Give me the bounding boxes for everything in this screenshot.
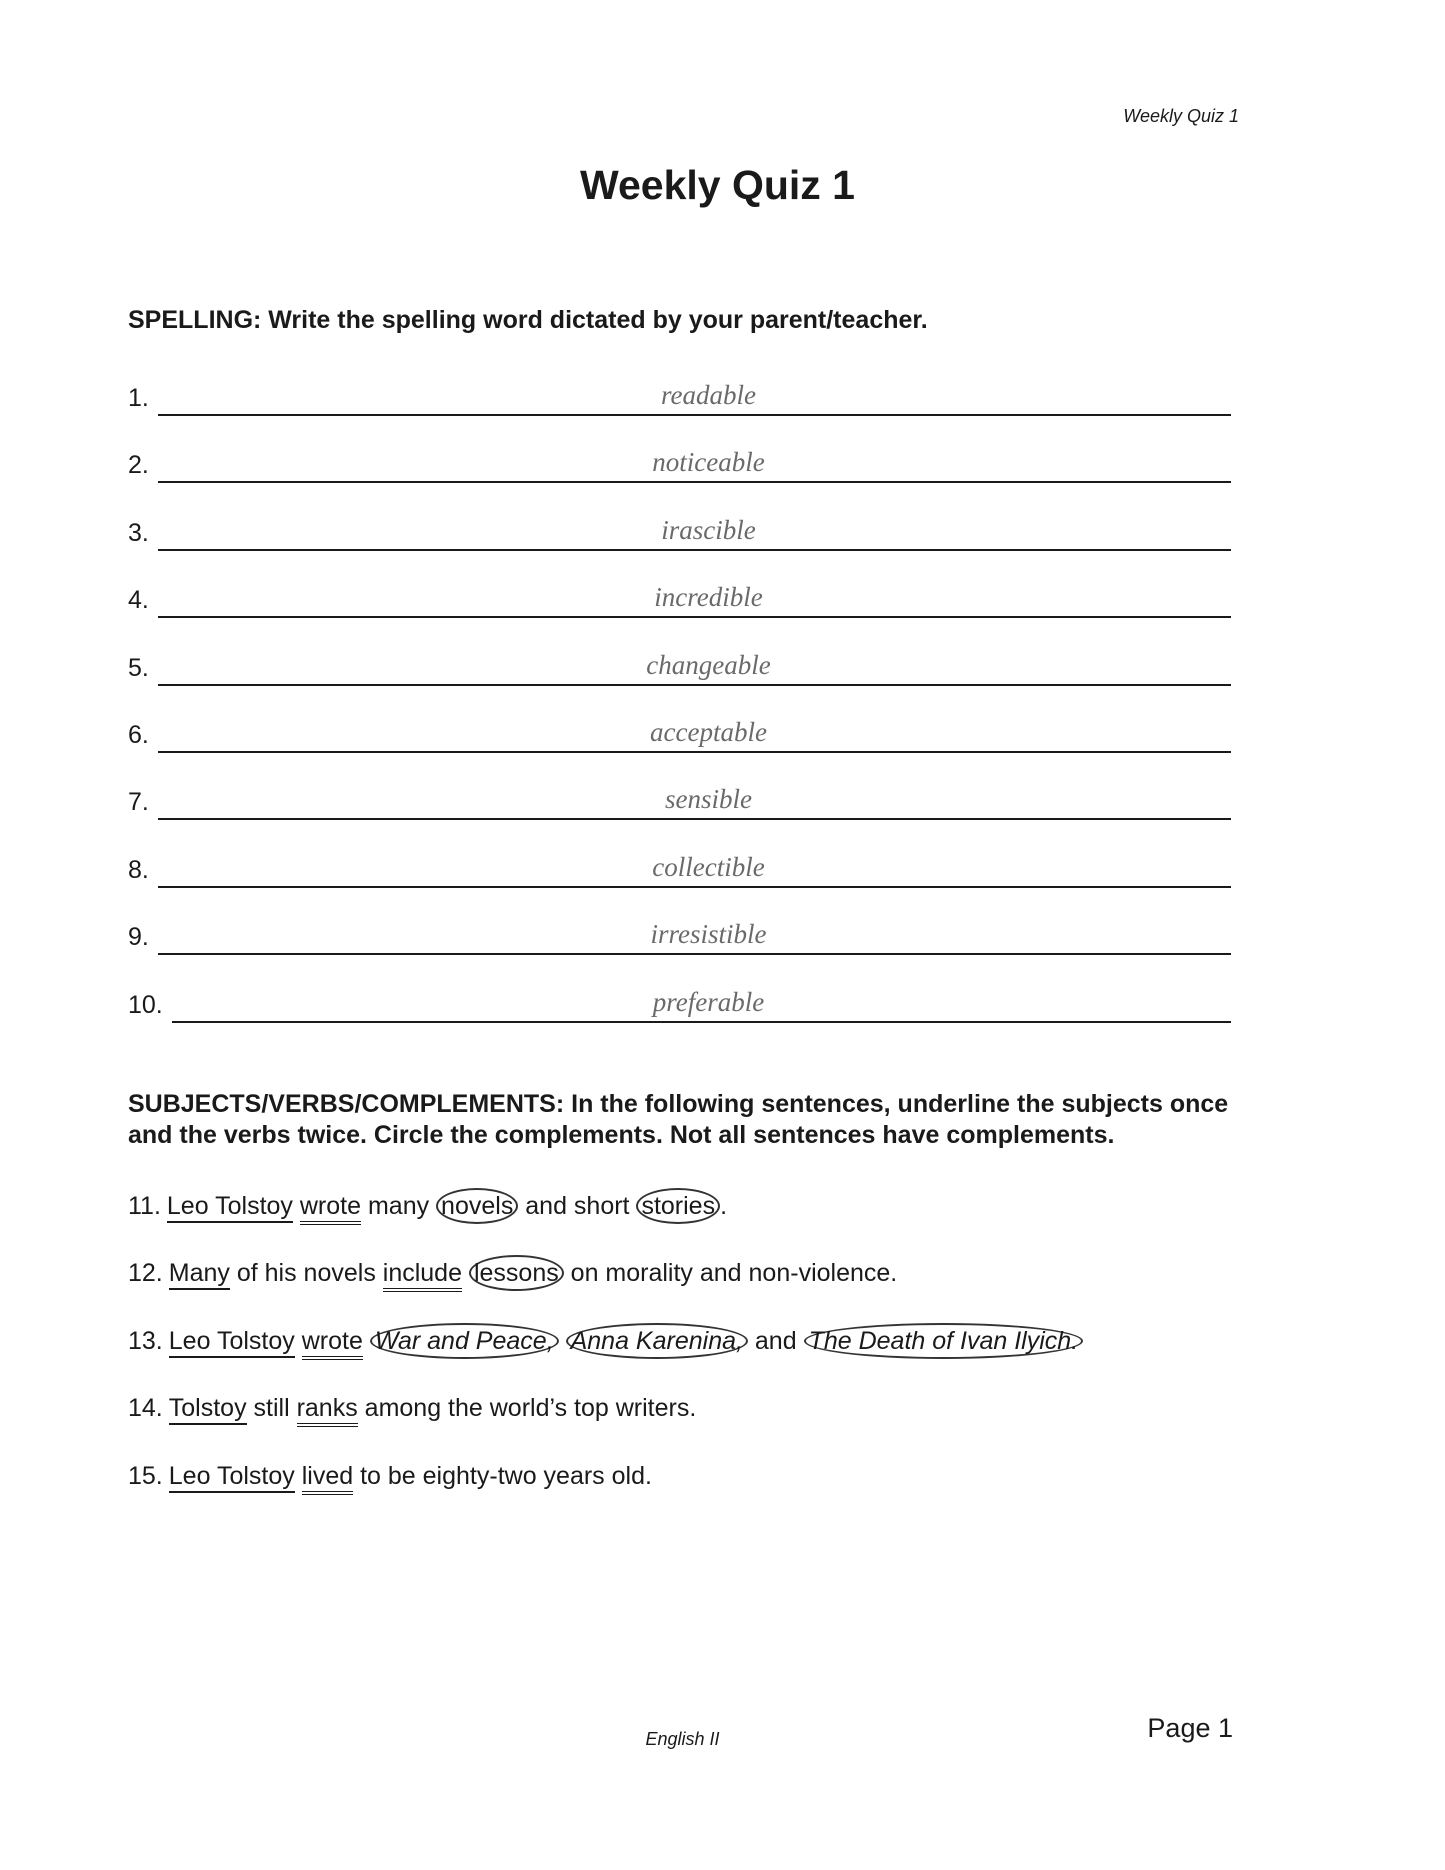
sentence-text (293, 1192, 300, 1220)
spelling-item (128, 648, 1231, 715)
spelling-item-number: 8. (128, 855, 149, 884)
spelling-answer: irresistible (650, 919, 767, 950)
sentence-number: 15. (128, 1461, 163, 1490)
sentence-text: . (720, 1192, 728, 1220)
sentence-text (295, 1327, 302, 1355)
verb-double-underline: ranks (297, 1394, 358, 1427)
sentence-text: and (747, 1326, 804, 1355)
sentence-number: 11. (128, 1192, 161, 1220)
complement-circle: War and Peace, (370, 1323, 559, 1359)
sentence-text: of his novels (229, 1259, 383, 1288)
sentence-text: still (246, 1394, 297, 1423)
complement-circle: Anna Karenina, (566, 1323, 748, 1359)
page-number: Page 1 (1147, 1713, 1233, 1743)
sentence-text (559, 1327, 566, 1355)
answer-line[interactable] (158, 616, 1231, 618)
answer-line[interactable] (158, 549, 1231, 551)
spelling-item (128, 917, 1231, 984)
spelling-item (128, 378, 1231, 445)
spelling-heading (128, 305, 1238, 336)
answer-line[interactable] (158, 953, 1231, 955)
spelling-answer: preferable (652, 986, 765, 1017)
sentence-number: 14. (128, 1394, 163, 1423)
subject-underline: Leo Tolstoy (169, 1327, 295, 1358)
sentence-text: on morality and non-violence. (563, 1259, 898, 1288)
subject-underline: Tolstoy (169, 1394, 247, 1425)
spelling-list (128, 378, 1231, 1052)
verb-double-underline: wrote (302, 1327, 363, 1360)
subject-underline: Many (169, 1259, 230, 1290)
grammar-heading-text: In the following sentences, underline the subjects once and the verbs twice. Circle the complements. Not all sentences have complements. (128, 1090, 1229, 1149)
spelling-item-number: 9. (128, 923, 149, 952)
grammar-heading (128, 1089, 1238, 1151)
answer-line[interactable] (158, 818, 1231, 820)
sentence-text (363, 1327, 370, 1355)
verb-double-underline: include (383, 1259, 462, 1292)
spelling-answer: acceptable (650, 716, 767, 747)
sentence-item (128, 1460, 1238, 1527)
sentence-number: 12. (128, 1259, 163, 1288)
spelling-answer: changeable (646, 649, 771, 680)
spelling-answer: incredible (654, 582, 763, 613)
spelling-item-number: 6. (128, 720, 149, 749)
spelling-item (128, 850, 1231, 917)
subject-underline: Leo Tolstoy (167, 1192, 293, 1223)
verb-double-underline: lived (302, 1462, 353, 1495)
sentence-text: to be eighty-two years old. (353, 1461, 652, 1490)
spelling-item (128, 513, 1231, 580)
spelling-item (128, 445, 1231, 512)
complement-circle: stories (636, 1188, 720, 1224)
spelling-answer: noticeable (652, 447, 765, 478)
spelling-item (128, 985, 1231, 1052)
spelling-answer: sensible (665, 784, 752, 815)
grammar-sentences (128, 1190, 1238, 1527)
subject-underline: Leo Tolstoy (169, 1462, 295, 1493)
running-header: Weekly Quiz 1 (1123, 106, 1239, 126)
sentence-number: 13. (128, 1326, 163, 1355)
answer-line[interactable] (158, 481, 1231, 483)
spelling-heading-text: Write the spelling word dictated by your parent/teacher. (261, 306, 928, 334)
spelling-item-number: 3. (128, 518, 149, 547)
spelling-item-number: 5. (128, 653, 149, 682)
sentence-text (462, 1259, 469, 1287)
sentence-text: many (361, 1192, 437, 1220)
footer-course: English II (645, 1729, 720, 1749)
sentence-text (295, 1462, 302, 1490)
sentence-item (128, 1257, 1238, 1324)
spelling-item-number: 10. (128, 990, 163, 1019)
sentence-text: and short (518, 1192, 637, 1220)
verb-double-underline: wrote (300, 1192, 361, 1225)
spelling-answer: collectible (652, 851, 765, 882)
spelling-heading-label: SPELLING: (128, 306, 262, 334)
spelling-item-number: 1. (128, 384, 149, 412)
sentence-item (128, 1392, 1238, 1459)
spelling-item-number: 2. (128, 451, 149, 480)
spelling-item-number: 4. (128, 586, 149, 615)
spelling-item (128, 715, 1231, 782)
sentence-item (128, 1190, 1238, 1257)
answer-line[interactable] (172, 1021, 1231, 1023)
complement-circle: novels (436, 1188, 518, 1224)
complement-circle: The Death of Ivan Ilyich. (804, 1323, 1084, 1359)
spelling-answer: readable (661, 380, 756, 410)
sentence-text: among the world’s top writers. (357, 1394, 697, 1423)
spelling-item (128, 580, 1231, 647)
spelling-item (128, 782, 1231, 849)
complement-circle: lessons (469, 1255, 564, 1291)
spelling-answer: irascible (661, 514, 756, 545)
grammar-heading-label: SUBJECTS/VERBS/COMPLEMENTS: (128, 1090, 565, 1118)
answer-line[interactable] (158, 414, 1231, 416)
answer-line[interactable] (158, 684, 1231, 686)
answer-line[interactable] (158, 751, 1231, 753)
answer-line[interactable] (158, 886, 1231, 888)
sentence-item (128, 1325, 1238, 1392)
page-title: Weekly Quiz 1 (580, 162, 855, 208)
spelling-item-number: 7. (128, 788, 149, 817)
